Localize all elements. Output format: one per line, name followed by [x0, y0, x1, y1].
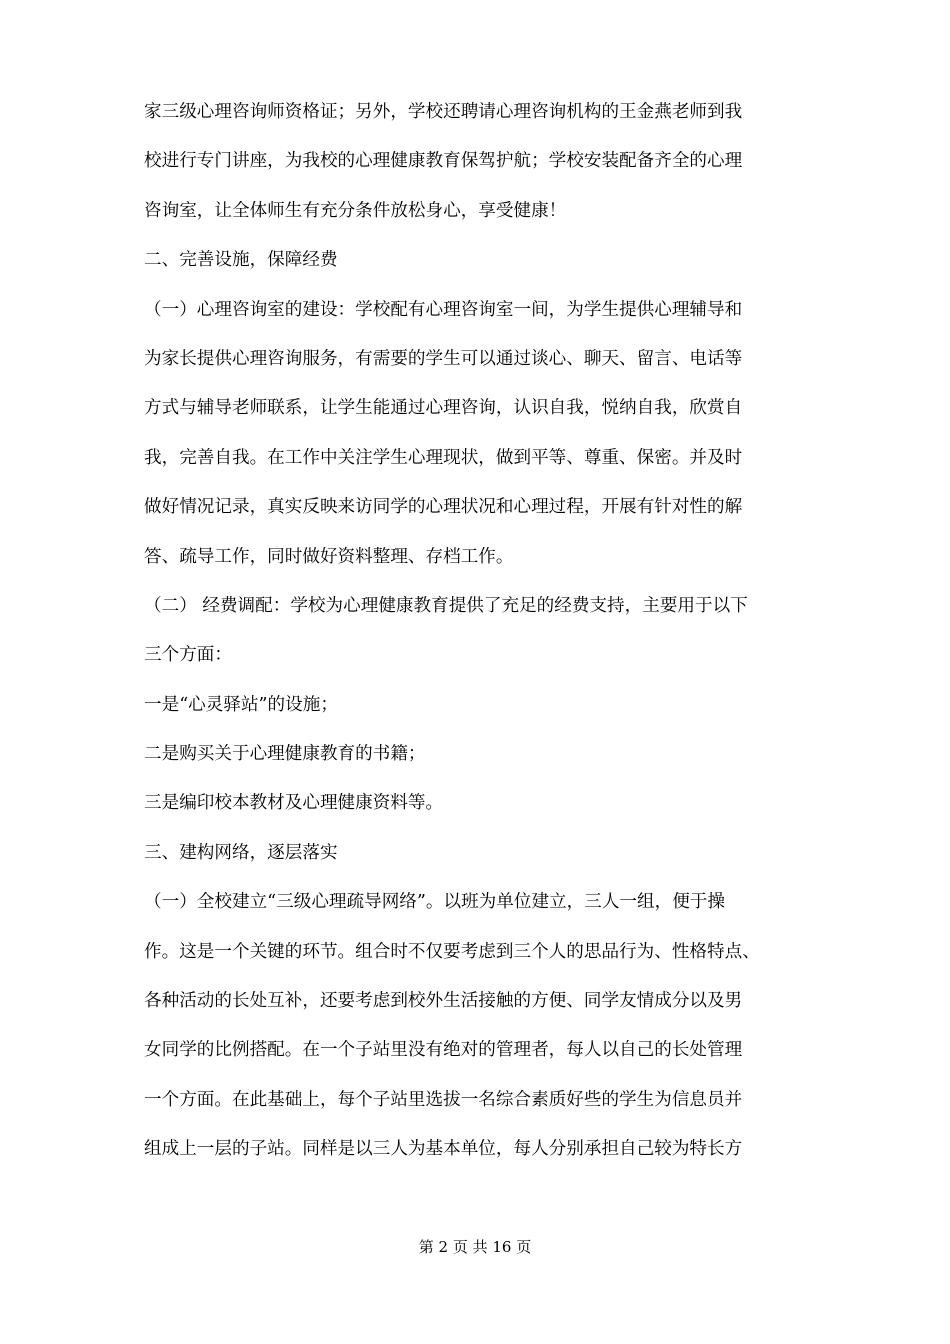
text-line: 我，完善自我。在工作中关注学生心理现状，做到平等、尊重、保密。并及时: [144, 447, 743, 468]
text-line: 一个方面。在此基础上，每个子站里选拔一名综合素质好些的学生为信息员并: [144, 1089, 743, 1110]
text-line: 咨询室，让全体师生有充分条件放松身心，享受健康！: [144, 200, 567, 221]
text-line: （一）心理咨询室的建设：学校配有心理咨询室一间，为学生提供心理辅导和: [144, 299, 743, 320]
text-line: 家三级心理咨询师资格证；另外，学校还聘请心理咨询机构的王金燕老师到我: [144, 102, 743, 122]
text-line: 各种活动的长处互补，还要考虑到校外生活接触的方便、同学友情成分以及男: [144, 991, 743, 1012]
text-line: 为家长提供心理咨询服务，有需要的学生可以通过谈心、聊天、留言、电话等: [144, 348, 743, 369]
text-line: （二） 经费调配：学校为心理健康教育提供了充足的经费支持，主要用于以下: [144, 595, 748, 616]
list-item: 二是购买关于心理健康教育的书籍；: [144, 744, 426, 765]
text-line: 答、疏导工作，同时做好资料整理、存档工作。: [144, 546, 514, 567]
text-line: 三个方面：: [144, 645, 232, 666]
section-heading: 二、完善设施，保障经费: [144, 250, 338, 271]
text-line: 校进行专门讲座，为我校的心理健康教育保驾护航；学校安装配备齐全的心理: [144, 151, 743, 172]
text-line: 作。这是一个关键的环节。组合时不仅要考虑到三个人的思品行为、性格特点、: [144, 941, 760, 962]
list-item: 三是编印校本教材及心理健康资料等。: [144, 793, 444, 814]
section-heading: 三、建构网络，逐层落实: [144, 842, 338, 863]
list-item: 一是“心灵驿站”的设施；: [144, 694, 338, 715]
document-body: [144, 88, 814, 1175]
text-line: 组成上一层的子站。同样是以三人为基本单位，每人分别承担自己较为特长方: [144, 1139, 743, 1160]
text-line: 方式与辅导老师联系，让学生能通过心理咨询，认识自我，悦纳自我，欣赏自: [144, 398, 743, 419]
text-line: （一）全校建立“三级心理疏导网络”。以班为单位建立，三人一组，便于操: [144, 892, 725, 913]
text-line: 做好情况记录，真实反映来访同学的心理状况和心理过程，开展有针对性的解: [144, 497, 743, 518]
page-number-footer: 第 2 页 共 16 页: [418, 1238, 532, 1256]
text-line: 女同学的比例搭配。在一个子站里没有绝对的管理者，每人以自己的长处管理: [144, 1040, 743, 1061]
